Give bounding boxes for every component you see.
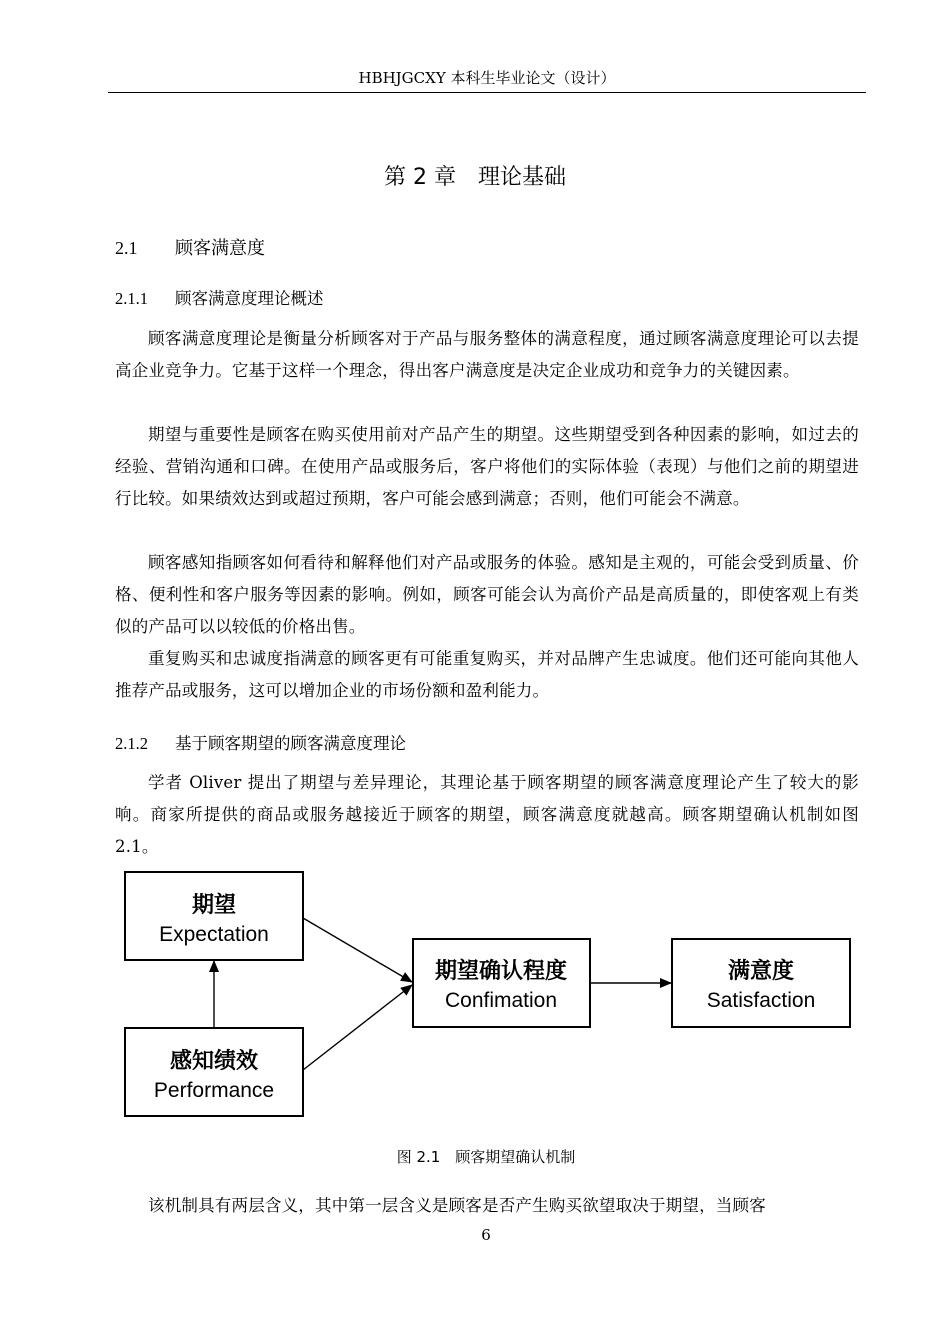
section-number: 2.1.2 — [115, 734, 148, 753]
confirmation-label-cn: 期望确认程度 — [434, 959, 568, 984]
section-title: 顾客满意度 — [175, 238, 265, 259]
paragraph: 顾客感知指顾客如何看待和解释他们对产品或服务的体验。感知是主观的，可能会受到质量、价格、便利性和客户服务等因素的影响。例如，顾客可能会认为高价产品是高质量的，即使客观上有类似的产品可以以较低的价格出售。 — [115, 553, 859, 636]
figure-caption: 图 2.1 顾客期望确认机制 — [396, 1148, 576, 1166]
section-heading-2-1-1 — [115, 285, 324, 309]
paragraph: 期望与重要性是顾客在购买使用前对产品产生的期望。这些期望受到各种因素的影响，如过去的经验、营销沟通和口碑。在使用产品或服务后，客户将他们的实际体验（表现）与他们之前的期望进行比较。如果绩效达到或超过预期，客户可能会感到满意；否则，他们可能会不满意。 — [115, 425, 859, 508]
arrow-expectation-to-confirmation — [303, 918, 412, 982]
expectation-label-cn: 期望 — [191, 893, 237, 918]
paragraph: 顾客满意度理论是衡量分析顾客对于产品与服务整体的满意程度，通过顾客满意度理论可以去提高企业竞争力。它基于这样一个理念，得出客户满意度是决定企业成功和竞争力的关键因素。 — [115, 329, 859, 380]
expectation-confirmation-diagram — [115, 860, 865, 1130]
section-title: 基于顾客期望的顾客满意度理论 — [175, 734, 406, 753]
satisfaction-label-en: Satisfaction — [706, 989, 816, 1012]
section-number: 2.1 — [115, 238, 138, 258]
satisfaction-box — [672, 939, 850, 1027]
chapter-title: 第 2 章 理论基础 — [384, 165, 566, 190]
section-heading-2-1 — [115, 234, 265, 260]
satisfaction-label-cn: 满意度 — [727, 959, 795, 984]
section-heading-2-1-2 — [115, 730, 406, 754]
confirmation-box — [413, 939, 590, 1027]
paragraph: 学者 Oliver 提出了期望与差异理论，其理论基于顾客期望的顾客满意度理论产生了较大的影响。商家所提供的商品或服务越接近于顾客的期望，顾客满意度就越高。顾客期望确认机制如图 2.1。 — [115, 773, 859, 856]
page-number: 6 — [481, 1226, 491, 1244]
paragraph: 重复购买和忠诚度指满意的顾客更有可能重复购买，并对品牌产生忠诚度。他们还可能向其他人推荐产品或服务，这可以增加企业的市场份额和盈利能力。 — [115, 649, 859, 700]
confirmation-label-en: Confimation — [444, 989, 558, 1012]
section-number: 2.1.1 — [115, 289, 148, 308]
performance-label-cn: 感知绩效 — [169, 1049, 259, 1074]
performance-label-en: Performance — [153, 1079, 275, 1102]
expectation-box — [125, 872, 303, 960]
expectation-label-en: Expectation — [159, 923, 269, 946]
page-header: HBHJGCXY 本科生毕业论文（设计） — [108, 68, 866, 93]
performance-box — [125, 1028, 303, 1116]
arrow-performance-to-confirmation — [303, 985, 412, 1070]
section-title: 顾客满意度理论概述 — [175, 289, 324, 308]
paragraph: 该机制具有两层含义，其中第一层含义是顾客是否产生购买欲望取决于期望，当顾客 — [148, 1196, 766, 1215]
